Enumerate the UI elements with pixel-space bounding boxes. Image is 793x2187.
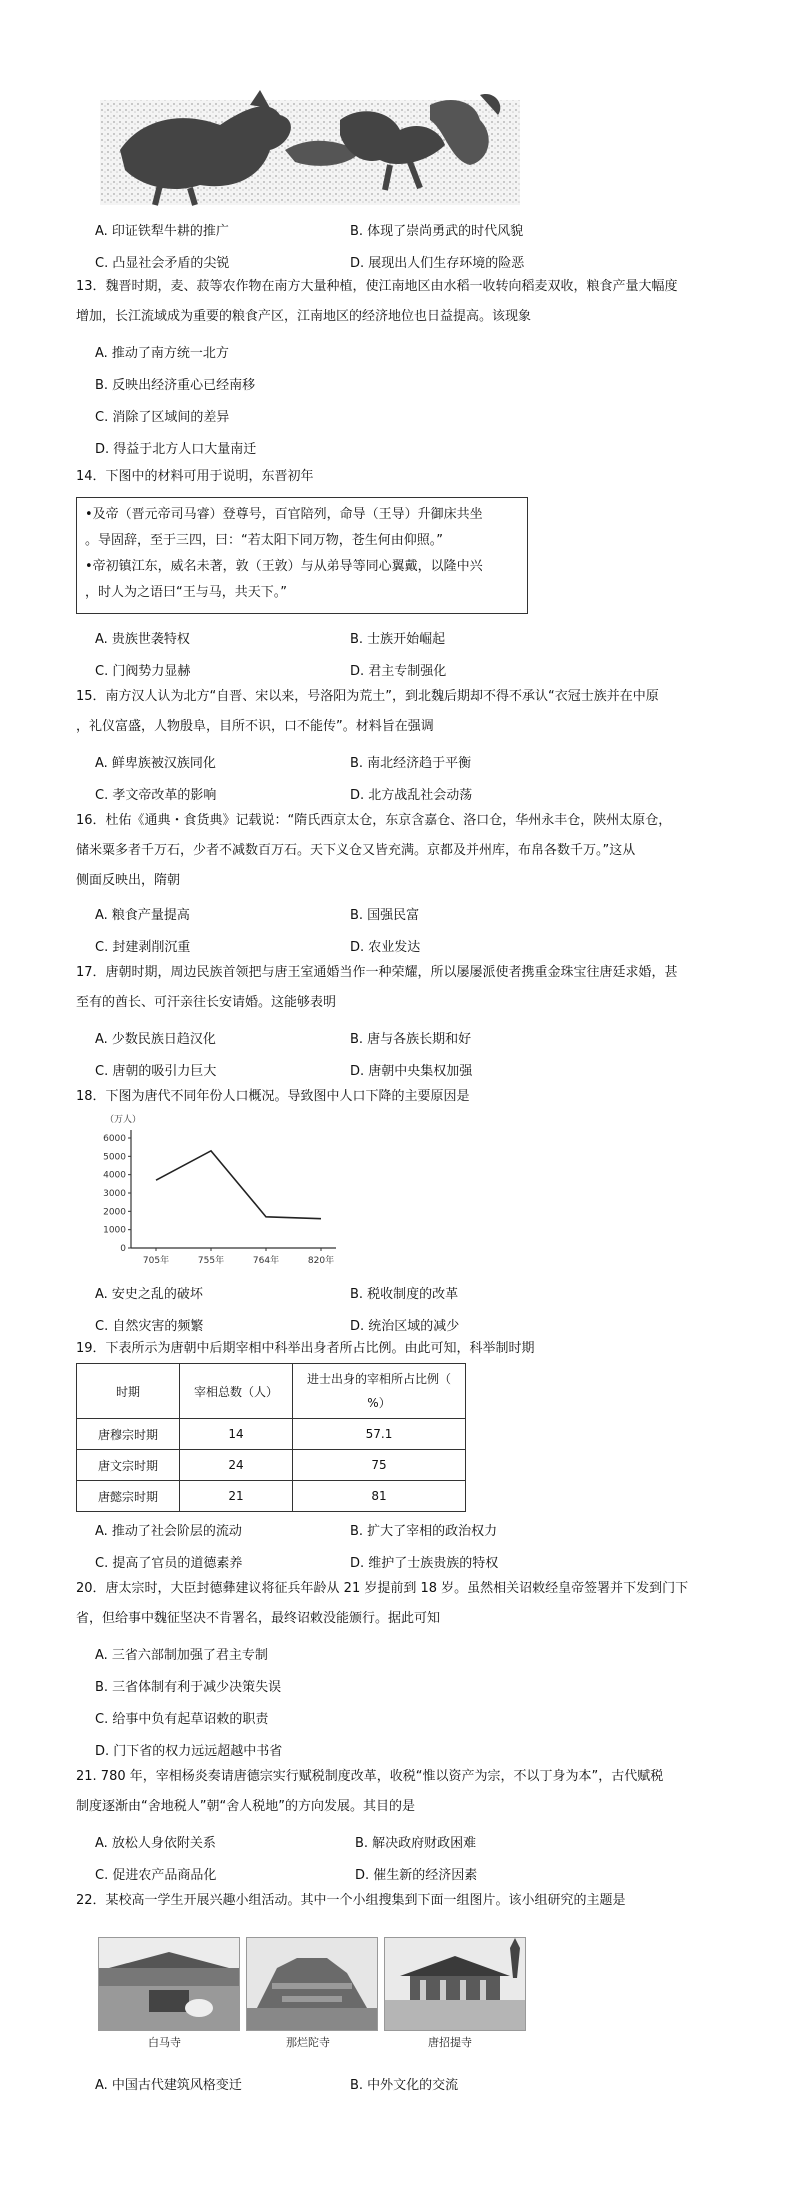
table-cell: 唐文宗时期 [77, 1450, 180, 1481]
q15-line1: 15．南方汉人认为北方“自晋、宋以来，号洛阳为荒土”，到北魏后期却不得不承认“衣冠士族并在中原 [76, 689, 659, 704]
y-axis-label: （万人） [105, 1115, 142, 1125]
q15-line2: ，礼仪富盛，人物殷阜，目所不识，口不能传”。材料旨在强调 [76, 719, 434, 734]
q20-line1: 20．唐太宗时，大臣封德彝建议将征兵年龄从 21 岁提前到 18 岁。虽然相关诏敕经皇帝签署并下发到门下 [76, 1581, 689, 1596]
q14-option-a[interactable]: A. 贵族世袭特权 [95, 632, 190, 647]
photo-caption-baima: 白马寺 [148, 2036, 181, 2049]
q21-line1: 21. 780 年，宰相杨炎奏请唐德宗实行赋税制度改革，收税“惟以资产为宗，不以丁身为本”，古代赋税 [76, 1769, 664, 1784]
nalanda-ruins-photo [246, 1937, 378, 2031]
q12-option-a[interactable]: A. 印证铁犁牛耕的推广 [95, 224, 229, 239]
q15-stem [76, 682, 726, 742]
photo-caption-toshodaiji: 唐招提寺 [428, 2036, 472, 2049]
q19-option-d[interactable]: D. 维护了士族贵族的特权 [350, 1556, 499, 1571]
q16-option-b[interactable]: B. 国强民富 [350, 908, 420, 923]
q16-stem [76, 806, 726, 896]
q15-option-c[interactable]: C. 孝文帝改革的影响 [95, 788, 217, 803]
y-tick-label: 0 [120, 1244, 126, 1254]
q18-option-d[interactable]: D. 统治区域的减少 [350, 1319, 460, 1334]
q13-stem [76, 272, 726, 332]
q18-option-b[interactable]: B. 税收制度的改革 [350, 1287, 459, 1302]
q16-line3: 侧面反映出，隋朝 [76, 873, 181, 888]
x-tick-label: 705年 [142, 1256, 170, 1266]
table-row [77, 1481, 466, 1512]
x-tick-label: 764年 [252, 1256, 280, 1266]
table-cell: 57.1 [293, 1419, 466, 1450]
q22-option-b[interactable]: B. 中外文化的交流 [350, 2078, 459, 2093]
q15-option-a[interactable]: A. 鲜卑族被汉族同化 [95, 756, 216, 771]
q12-option-d[interactable]: D. 展现出人们生存环境的险恶 [350, 256, 525, 271]
table-header [293, 1364, 466, 1419]
q17-line1: 17．唐朝时期，周边民族首领把与唐王室通婚当作一种荣耀，所以屡屡派使者携重金珠宝往唐廷求婚，甚 [76, 965, 678, 980]
q16-option-d[interactable]: D. 农业发达 [350, 940, 421, 955]
q14-material-box [76, 497, 528, 614]
table-cell: 81 [293, 1481, 466, 1512]
q14-box-line3: •帝初镇江东，威名未著，敦（王敦）与从弟导等同心翼戴，以隆中兴 [85, 559, 483, 574]
q12-option-b[interactable]: B. 体现了崇尚勇武的时代风貌 [350, 224, 524, 239]
q13-option-c[interactable]: C. 消除了区域间的差异 [95, 410, 230, 425]
q14-box-line1: •及帝（晋元帝司马睿）登尊号，百官陪列，命导（王导）升御床共坐 [85, 507, 483, 522]
stone-relief-image [100, 90, 520, 210]
q17-stem [76, 958, 726, 1018]
q15-option-d[interactable]: D. 北方战乱社会动荡 [350, 788, 473, 803]
chancellor-table [76, 1363, 466, 1512]
q22-option-a[interactable]: A. 中国古代建筑风格变迁 [95, 2078, 242, 2093]
table-header: 宰相总数（人） [180, 1364, 293, 1419]
q16-line2: 储米粟多者千万石，少者不减数百万石。天下义仓又皆充满。京都及并州库，布帛各数千万。”这从 [76, 843, 636, 858]
q20-option-c[interactable]: C. 给事中负有起草诏敕的职责 [95, 1712, 269, 1727]
table-cell: 唐穆宗时期 [77, 1419, 180, 1450]
q18-stem: 18．下图为唐代不同年份人口概况。导致图中人口下降的主要原因是 [76, 1089, 470, 1104]
q14-option-c[interactable]: C. 门阀势力显赫 [95, 664, 191, 679]
q19-option-b[interactable]: B. 扩大了宰相的政治权力 [350, 1524, 498, 1539]
q13-option-a[interactable]: A. 推动了南方统一北方 [95, 346, 229, 361]
table-row [77, 1419, 466, 1450]
q21-stem [76, 1762, 726, 1822]
q17-option-b[interactable]: B. 唐与各族长期和好 [350, 1032, 472, 1047]
table-header-part1: 进士出身的宰相所占比例（ [306, 1372, 451, 1386]
q20-option-a[interactable]: A. 三省六部制加强了君主专制 [95, 1648, 268, 1663]
y-tick-label: 3000 [103, 1189, 126, 1199]
table-row [77, 1450, 466, 1481]
table-cell: 21 [180, 1481, 293, 1512]
q19-stem: 19．下表所示为唐朝中后期宰相中科举出身者所占比例。由此可知，科举制时期 [76, 1341, 535, 1356]
table-header: 时期 [77, 1364, 180, 1419]
population-chart [86, 1110, 366, 1270]
q19-option-a[interactable]: A. 推动了社会阶层的流动 [95, 1524, 242, 1539]
q12-option-c[interactable]: C. 凸显社会矛盾的尖锐 [95, 256, 230, 271]
y-tick-label: 1000 [103, 1225, 126, 1236]
q16-line1: 16．杜佑《通典・食货典》记载说：“隋氏西京太仓，东京含嘉仓、洛口仓，华州永丰仓，陕州太原仓， [76, 813, 672, 828]
y-tick-label: 2000 [103, 1207, 126, 1218]
q16-option-a[interactable]: A. 粮食产量提高 [95, 908, 190, 923]
q14-box-line4: ，时人为之语曰“王与马，共天下。” [85, 585, 287, 600]
y-tick-label: 4000 [103, 1170, 126, 1181]
q18-option-c[interactable]: C. 自然灾害的频繁 [95, 1319, 204, 1334]
table-cell: 唐懿宗时期 [77, 1481, 180, 1512]
q18-option-a[interactable]: A. 安史之乱的破坏 [95, 1287, 203, 1302]
q16-option-c[interactable]: C. 封建剥削沉重 [95, 940, 191, 955]
q21-option-b[interactable]: B. 解决政府财政困难 [355, 1836, 477, 1851]
baima-temple-photo [98, 1937, 240, 2031]
q13-line2: 增加，长江流域成为重要的粮食产区，江南地区的经济地位也日益提高。该现象 [76, 309, 532, 324]
q21-line2: 制度逐渐由“舍地税人”朝“舍人税地”的方向发展。其目的是 [76, 1799, 415, 1814]
population-series-line [156, 1151, 321, 1219]
q14-stem: 14．下图中的材料可用于说明，东晋初年 [76, 469, 314, 484]
q21-option-c[interactable]: C. 促进农产品商品化 [95, 1868, 217, 1883]
q20-line2: 省，但给事中魏征坚决不肯署名，最终诏敕没能颁行。据此可知 [76, 1611, 441, 1626]
q22-stem: 22．某校高一学生开展兴趣小组活动。其中一个小组搜集到下面一组图片。该小组研究的主题是 [76, 1893, 626, 1908]
x-tick-label: 755年 [197, 1256, 225, 1266]
q17-option-d[interactable]: D. 唐朝中央集权加强 [350, 1064, 473, 1079]
q14-option-b[interactable]: B. 士族开始崛起 [350, 632, 446, 647]
y-tick-label: 6000 [103, 1134, 126, 1144]
q14-box-line2: 。导固辞，至于三四，曰：“若太阳下同万物，苍生何由仰照。” [85, 533, 443, 548]
y-tick-label: 5000 [103, 1152, 126, 1163]
q15-option-b[interactable]: B. 南北经济趋于平衡 [350, 756, 472, 771]
table-header-row [77, 1364, 466, 1419]
table-cell: 75 [293, 1450, 466, 1481]
population-line-chart [86, 1110, 366, 1270]
q20-option-b[interactable]: B. 三省体制有利于减少决策失误 [95, 1680, 282, 1695]
photo-caption-nalanda: 那烂陀寺 [286, 2036, 330, 2049]
q20-option-d[interactable]: D. 门下省的权力远远超越中书省 [95, 1744, 283, 1759]
x-tick-label: 820年 [307, 1256, 335, 1266]
table-header-part2: %） [367, 1396, 391, 1410]
q21-option-a[interactable]: A. 放松人身依附关系 [95, 1836, 216, 1851]
q13-line1: 13．魏晋时期，麦、菽等农作物在南方大量种植，使江南地区由水稻一收转向稻麦双收，粮食产量大幅度 [76, 279, 678, 294]
q19-option-c[interactable]: C. 提高了官员的道德素养 [95, 1556, 243, 1571]
q21-option-d[interactable]: D. 催生新的经济因素 [355, 1868, 478, 1883]
q14-option-d[interactable]: D. 君主专制强化 [350, 664, 447, 679]
table-cell: 14 [180, 1419, 293, 1450]
q17-line2: 至有的酋长、可汗亲往长安请婚。这能够表明 [76, 995, 337, 1010]
q13-option-b[interactable]: B. 反映出经济重心已经南移 [95, 378, 256, 393]
q17-option-a[interactable]: A. 少数民族日趋汉化 [95, 1032, 216, 1047]
q13-option-d[interactable]: D. 得益于北方人口大量南迁 [95, 442, 257, 457]
q17-option-c[interactable]: C. 唐朝的吸引力巨大 [95, 1064, 217, 1079]
table-cell: 24 [180, 1450, 293, 1481]
toshodaiji-photo [384, 1937, 526, 2031]
q20-stem [76, 1574, 726, 1634]
